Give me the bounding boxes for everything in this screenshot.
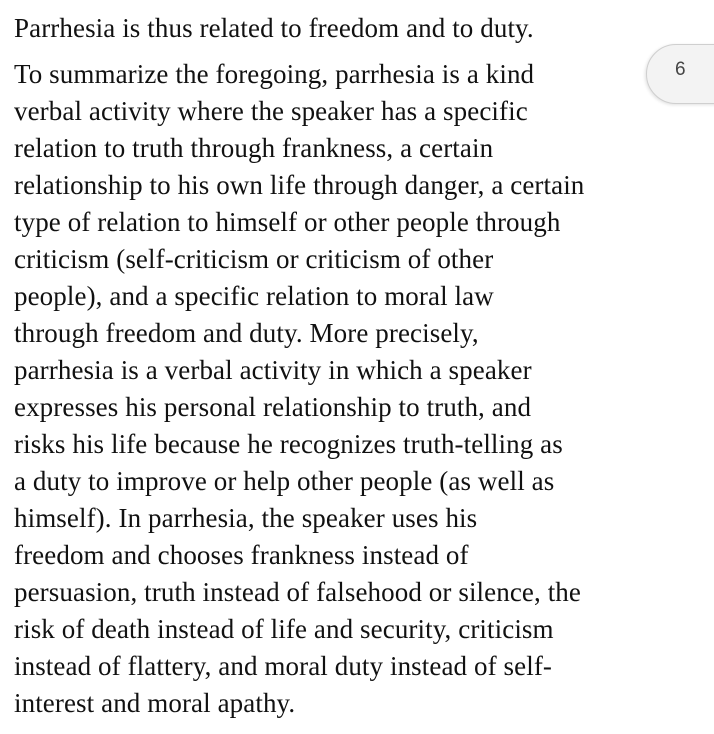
page-number: 6 [675, 59, 686, 80]
heading-line: Parrhesia is thus related to freedom and to duty. [14, 13, 534, 43]
paragraph-line: through freedom and duty. More precisely, [14, 318, 479, 348]
paragraph-line: himself). In parrhesia, the speaker uses his [14, 503, 478, 533]
paragraph-line: relation to truth through frankness, a certain [14, 133, 494, 163]
paragraph-line: freedom and chooses frankness instead of [14, 540, 469, 570]
paragraph-line: relationship to his own life through danger, a certain [14, 170, 585, 200]
paragraph-line: interest and moral apathy. [14, 688, 296, 718]
page-number-tab[interactable] [646, 44, 714, 104]
paragraph-line: risks his life because he recognizes truth-telling as [14, 429, 563, 459]
paragraph-line: To summarize the foregoing, parrhesia is a kind [14, 59, 535, 89]
paragraph-line: instead of flattery, and moral duty instead of self- [14, 651, 553, 681]
paragraph-line: persuasion, truth instead of falsehood or silence, the [14, 577, 581, 607]
paragraph-line: a duty to improve or help other people (as well as [14, 466, 555, 496]
paragraph-line: parrhesia is a verbal activity in which a speaker [14, 355, 532, 385]
paragraph-line: criticism (self-criticism or criticism of other [14, 244, 494, 274]
paragraph-line: verbal activity where the speaker has a specific [14, 96, 528, 126]
paragraph-line: risk of death instead of life and security, criticism [14, 614, 554, 644]
paragraph-line: expresses his personal relationship to truth, and [14, 392, 532, 422]
paragraph-line: type of relation to himself or other people through [14, 207, 561, 237]
paragraph-line: people), and a specific relation to moral law [14, 281, 494, 311]
